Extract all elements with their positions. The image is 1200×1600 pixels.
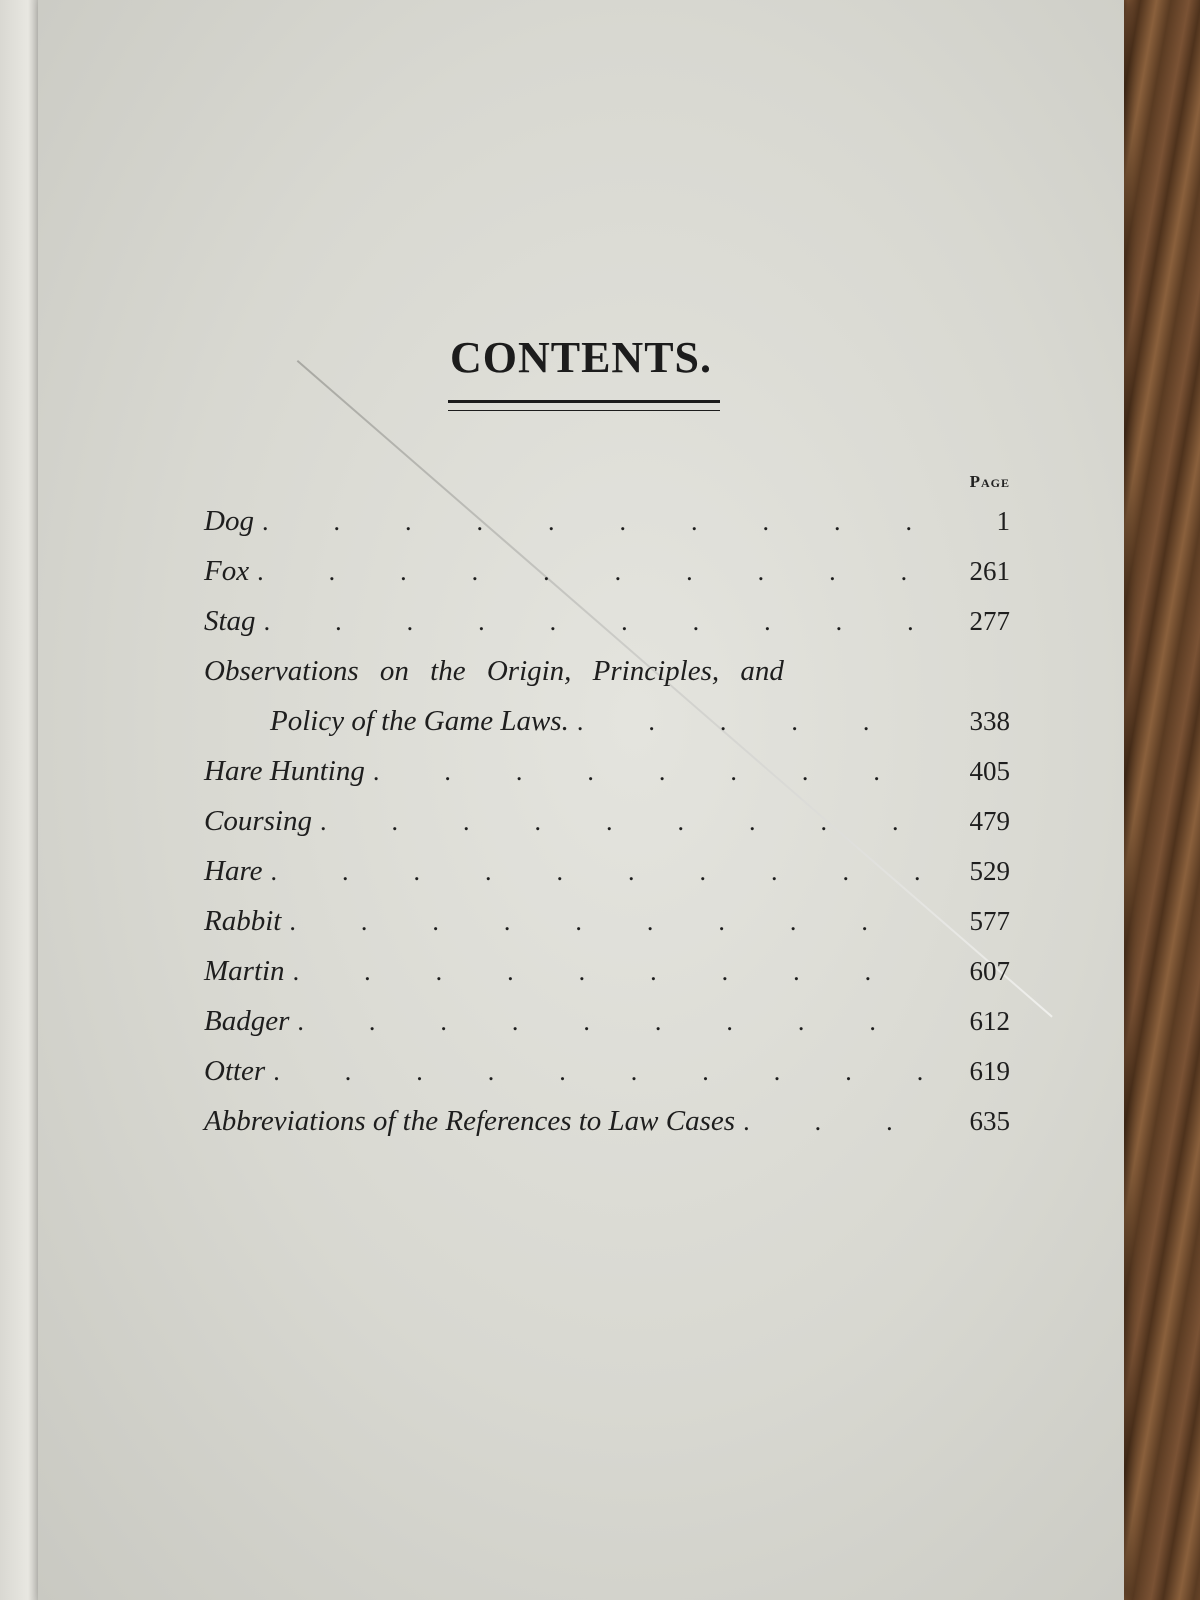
entry-title: Dog <box>204 505 254 537</box>
toc-entry-badger <box>204 1005 1010 1055</box>
toc-entry-martin <box>204 955 1010 1005</box>
entry-title: Martin <box>204 955 285 987</box>
book-page <box>38 0 1124 1600</box>
leader-dots <box>373 757 922 787</box>
entry-title: Abbreviations of the References to Law Cases <box>204 1105 736 1137</box>
leader-dots <box>289 907 922 937</box>
entry-title: Badger <box>204 1005 290 1037</box>
entry-page-number: 577 <box>969 906 1010 936</box>
leader-dots <box>320 807 922 837</box>
page-column-label: Page <box>969 472 1010 491</box>
entry-page-number: 277 <box>969 606 1010 636</box>
entry-title: Hare <box>204 855 263 887</box>
toc-entry-game-laws-line1 <box>204 655 1010 705</box>
entry-title: Stag <box>204 605 256 637</box>
toc-entry-fox <box>204 555 1010 605</box>
entry-page-number: 619 <box>969 1056 1010 1086</box>
entry-page-number: 607 <box>969 956 1010 986</box>
toc-entry-stag <box>204 605 1010 655</box>
entry-title: Observations on the Origin, Principles, and <box>204 655 784 687</box>
leader-dots <box>262 507 922 537</box>
entry-page-number: 338 <box>969 706 1010 736</box>
toc-entry-dog <box>204 505 1010 555</box>
leader-dots <box>271 857 922 887</box>
adjacent-page-edge <box>0 0 40 1600</box>
entry-page-number: 261 <box>969 556 1010 586</box>
leader-dots <box>743 1107 922 1137</box>
toc-entry-otter <box>204 1055 1010 1105</box>
leader-dots <box>264 607 922 637</box>
entry-page-number: 612 <box>969 1006 1010 1036</box>
entry-page-number: 479 <box>969 806 1010 836</box>
table-of-contents <box>204 505 1010 1155</box>
entry-title: Rabbit <box>204 905 282 937</box>
title-double-rule <box>448 400 720 411</box>
entry-title: Hare Hunting <box>204 755 365 787</box>
entry-page-number: 405 <box>969 756 1010 786</box>
entry-title: Otter <box>204 1055 266 1087</box>
leader-dots <box>293 957 922 987</box>
leader-dots <box>577 707 922 737</box>
entry-title: Policy of the Game Laws. <box>270 705 569 737</box>
entry-page-number: 1 <box>996 506 1010 536</box>
entry-page-number: 529 <box>969 856 1010 886</box>
leader-dots <box>297 1007 922 1037</box>
leader-dots <box>257 557 922 587</box>
entry-title: Coursing <box>204 805 312 837</box>
entry-title: Fox <box>204 555 250 587</box>
toc-entry-hare-hunting <box>204 755 1010 805</box>
page-title: CONTENTS. <box>449 333 713 382</box>
toc-entry-coursing <box>204 805 1010 855</box>
toc-entry-hare <box>204 855 1010 905</box>
toc-entry-rabbit <box>204 905 1010 955</box>
toc-entry-abbreviations <box>204 1105 1010 1155</box>
toc-entry-game-laws-line2 <box>204 705 1010 755</box>
leader-dots <box>273 1057 922 1087</box>
entry-page-number: 635 <box>969 1106 1010 1136</box>
